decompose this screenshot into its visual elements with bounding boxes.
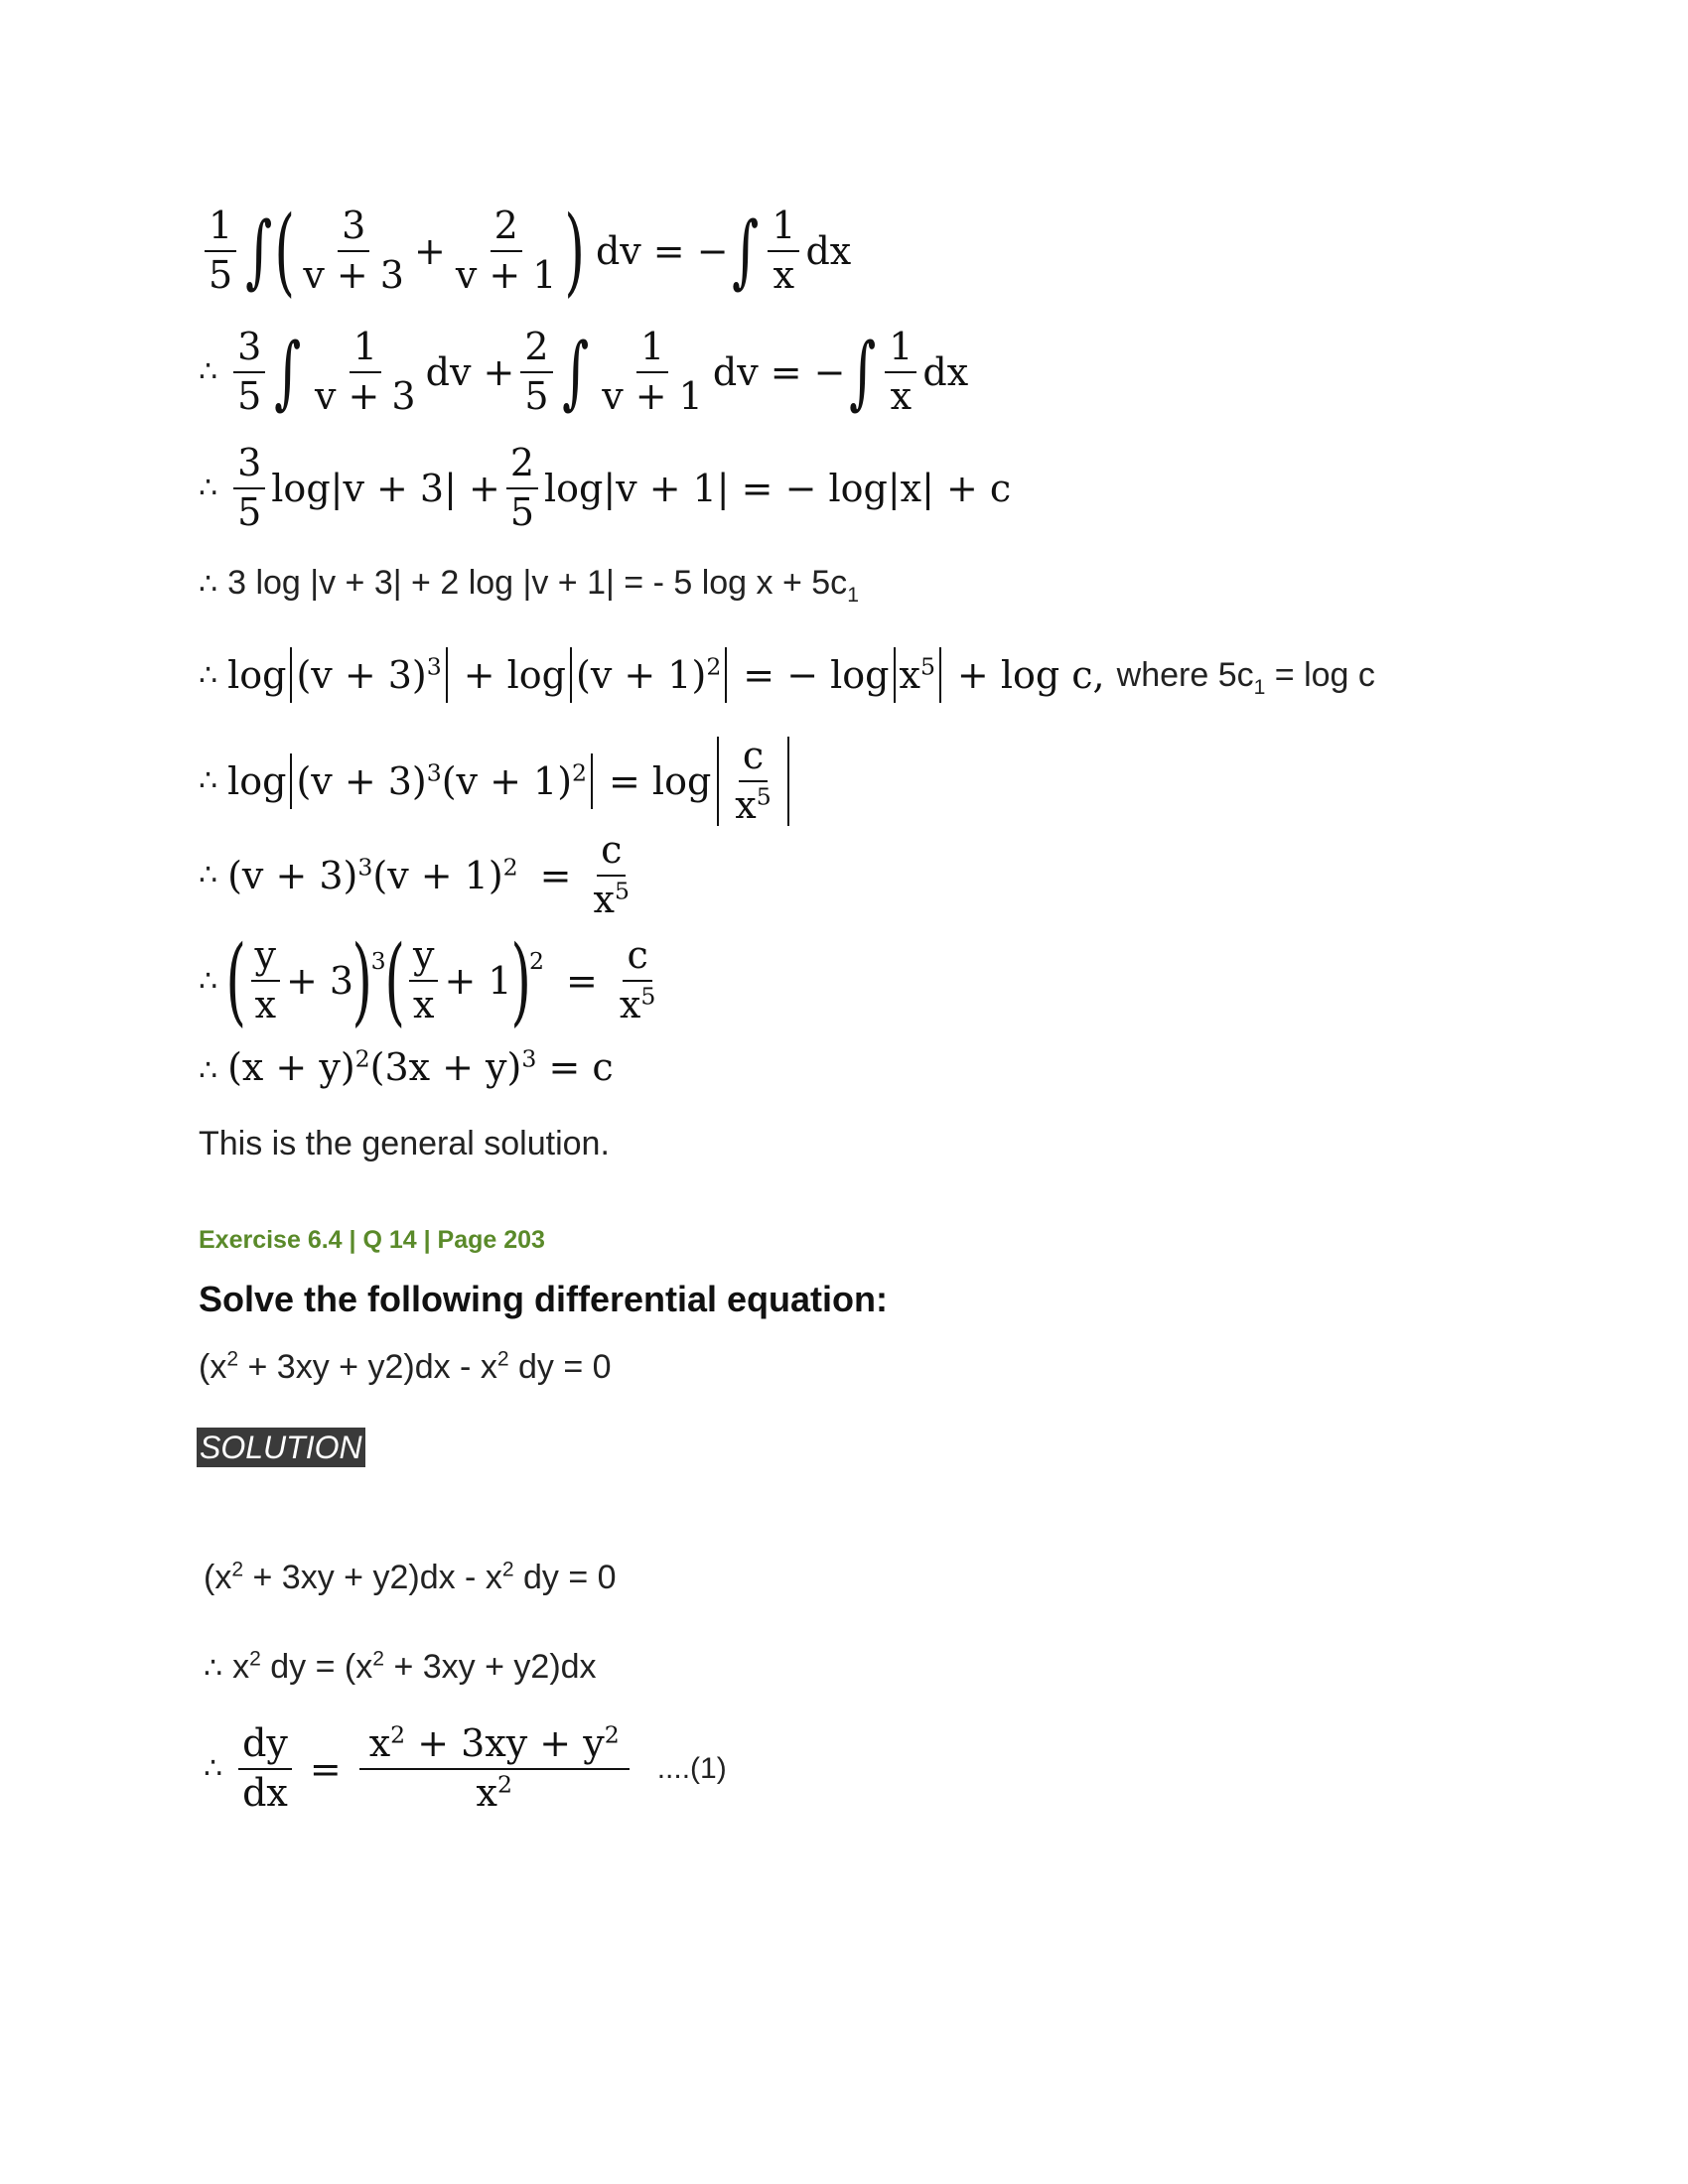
- equation-line-1: $\frac{1}{5}$ ∫ ( $\frac{3}{v + 3}$ + $\frac{2}{v + 1}$ ) dv = − ∫ $\frac{1}{x}$ dx: [199, 204, 851, 299]
- abs-bar: [787, 737, 789, 826]
- integral-sign: ∫: [274, 325, 302, 418]
- equation-line-4: ∴ 3 log |v + 3| + 2 log |v + 1| = - 5 $\log x + 5c_1$: [199, 564, 859, 607]
- equation-line-3: ∴ $\frac{3}{5}$ log|v + 3| + $\frac{2}{5}$ log|v + 1| = − log|x| + c: [199, 441, 1012, 534]
- equation-line-5: ∴ log $(v + 3)^3$ + log $(v + 1)^2$ = − log $x^5$ + log c, where $5c_1 = \log c$: [199, 647, 1375, 703]
- general-solution-text: This is the general solution.: [199, 1125, 610, 1162]
- fraction: $\frac{1}{5}$: [205, 205, 236, 297]
- abs-bar: [591, 753, 593, 809]
- abs-bar: [725, 647, 727, 703]
- abs-bar: [290, 753, 292, 809]
- equation-line-2: ∴ $\frac{3}{5}$ ∫ $\frac{1}{v + 3}$ dv + $\frac{2}{5}$ ∫ $\frac{1}{v + 1}$ dv = − ∫ $\frac{1}{x}$ dx: [199, 325, 969, 418]
- equation-line-7: ∴ $(v + 3)^3(v + 1)^2$ = $\frac{c}{x^5}$: [199, 828, 630, 921]
- therefore-symbol: ∴: [199, 354, 218, 390]
- fraction: $\frac{1}{x}$: [768, 205, 799, 297]
- equation-tag: ....(1): [656, 1751, 727, 1785]
- fraction: $\frac{2}{v + 1}$: [455, 204, 557, 297]
- solution-line-3: ∴ $\frac{dy}{dx}$ = $\frac{x^2 + 3xy + y^2}{x^2}$ ....(1): [204, 1720, 727, 1815]
- question-equation: $(x^2 + 3xy + y2)dx - x^2$ dy = 0: [199, 1347, 612, 1386]
- abs-bar: [446, 647, 448, 703]
- integral-sign: ∫: [245, 205, 273, 297]
- solution-toggle-button[interactable]: [197, 1430, 365, 1466]
- integral-sign: ∫: [848, 325, 876, 418]
- right-paren: ): [564, 196, 586, 307]
- solution-label[interactable]: SOLUTION: [197, 1428, 365, 1467]
- fraction: $\frac{3}{v + 3}$: [303, 204, 404, 297]
- solution-line-1: $(x^2 + 3xy + y2)dx - x^2$ dy = 0: [204, 1558, 617, 1596]
- abs-bar: [939, 647, 941, 703]
- abs-bar: [894, 647, 896, 703]
- exercise-reference-link[interactable]: Exercise 6.4 | Q 14 | Page 203: [199, 1226, 545, 1254]
- abs-bar: [570, 647, 572, 703]
- equation-line-9: ∴ $(x + y)^2(3x + y)^3 = c$: [199, 1044, 614, 1089]
- solution-line-2: ∴ $x^2$ dy = $(x^2 + 3xy + y2)dx$: [204, 1647, 597, 1686]
- equation-line-6: ∴ log $(v + 3)^3(v + 1)^2$ = log $\frac{c}{x^5}$: [199, 735, 795, 827]
- abs-bar: [717, 737, 719, 826]
- abs-bar: [290, 647, 292, 703]
- therefore-symbol: ∴: [199, 471, 218, 506]
- left-paren: (: [274, 196, 295, 307]
- question-title: Solve the following differential equation:: [199, 1279, 889, 1319]
- integral-sign: ∫: [561, 325, 589, 418]
- integral-sign: ∫: [731, 205, 759, 297]
- equation-line-8: ∴ ( $\frac{y}{x}$ + 3 ) 3 ( $\frac{y}{x}$ + 1 ) 2 = $\frac{c}{x^5}$: [199, 925, 656, 1036]
